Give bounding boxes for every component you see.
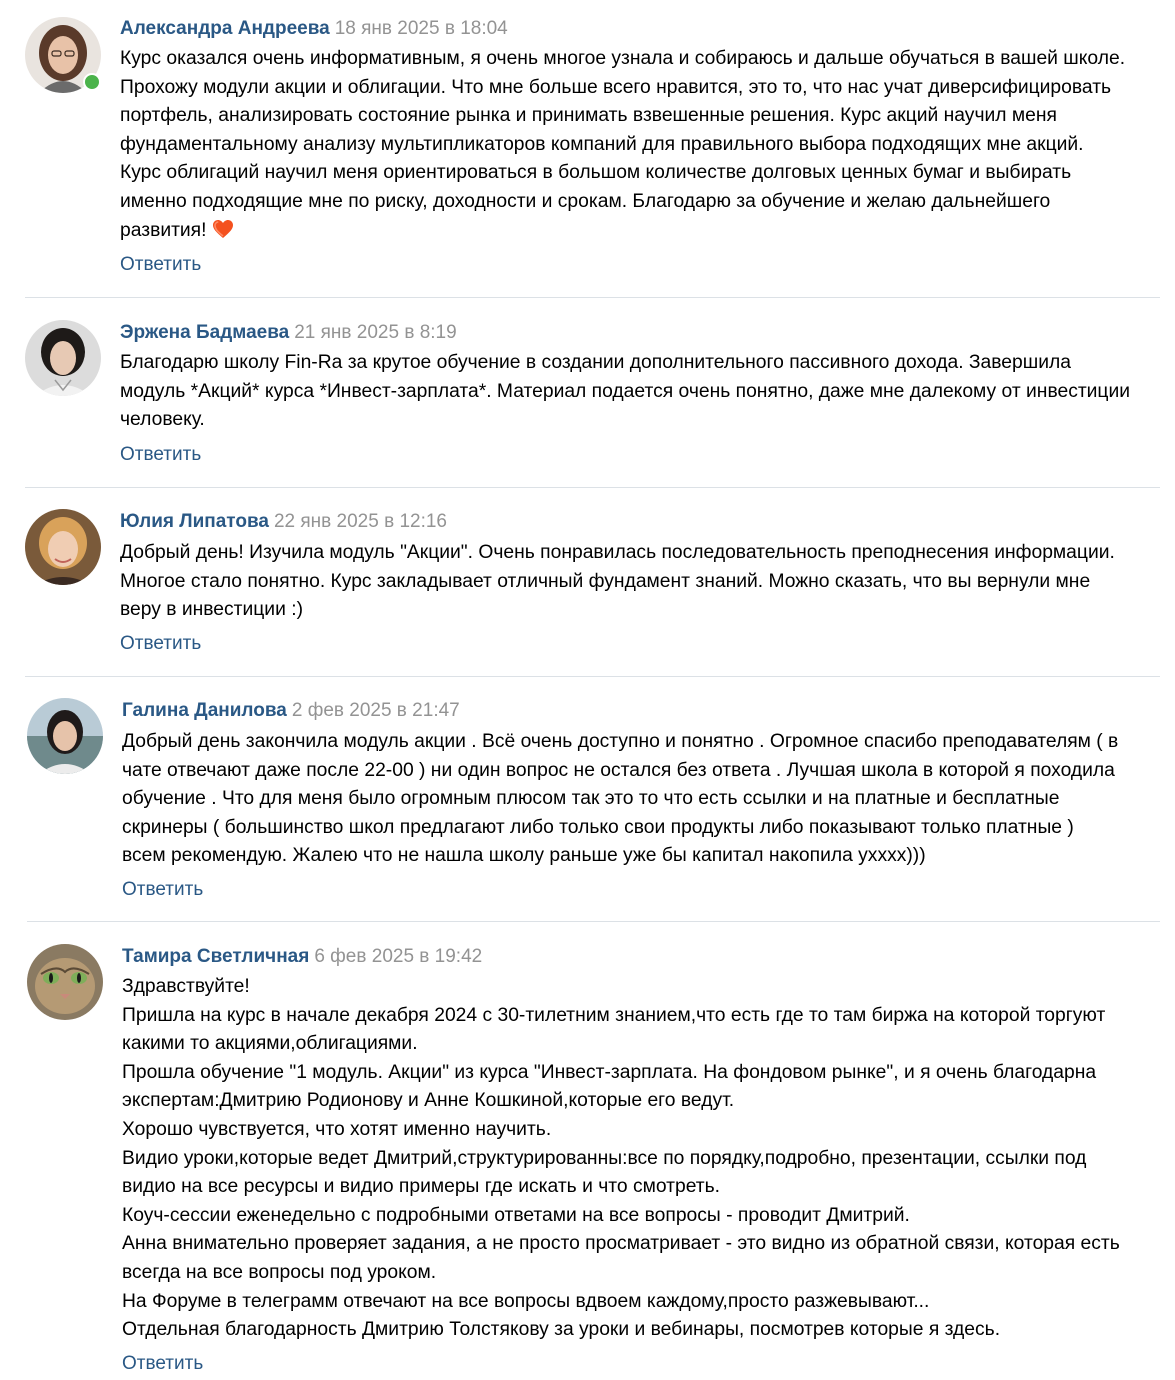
reply-button[interactable]: Ответить [122, 1353, 204, 1374]
avatar[interactable] [27, 698, 103, 774]
comment-line: Курс оказался очень информативным, я очень многое узнала и собираюсь и дальше обучаться в вашей школе. [120, 48, 1126, 69]
author-name[interactable]: Александра Андреева [120, 18, 330, 39]
comment-line: веру в инвестиции :) [120, 599, 303, 621]
online-status-icon [83, 73, 101, 91]
comment-line: Анна внимательно проверяет задания, а не просто просматривает - это видно из обратной связи, которая есть [122, 1233, 1120, 1255]
comment-line: Отдельная благодарность Дмитрию Толстякову за уроки и вебинары, посмотрев которые я здесь. [122, 1319, 1001, 1341]
author-name[interactable]: Юлия Липатова [120, 511, 269, 532]
comment-line-text: развития! [120, 219, 207, 241]
divider [25, 297, 1160, 298]
reply-button[interactable]: Ответить [120, 633, 202, 654]
comment-line: Прохожу модули акции и облигации. Что мне больше всего нравится, это то, что нас учат диверсифицировать [120, 76, 1112, 98]
reply-button[interactable]: Ответить [122, 879, 204, 900]
divider [25, 676, 1160, 677]
comment-header [122, 945, 482, 969]
comment-text [120, 45, 1125, 248]
comment-header [120, 17, 508, 41]
comment-header [120, 510, 447, 534]
divider [25, 487, 1160, 488]
author-name[interactable]: Тамира Светличная [122, 946, 310, 967]
avatar[interactable] [27, 944, 103, 1020]
comment-line: Добрый день! Изучила модуль "Акции". Очень понравилась последовательность преподнесения информации. [120, 542, 1115, 563]
comment-line: чате отвечают даже после 22-00 ) ни один вопрос не остался без ответа . Лучшая школа в которой я походила [122, 759, 1115, 781]
comment-text [120, 349, 1130, 435]
comment-line: видио на все ресурсы и видио примеры где искать и что смотреть. [122, 1176, 721, 1198]
comment-line: На Форуме в телеграмм отвечают на все вопросы вдвоем каждому,просто разжевывают... [122, 1290, 930, 1312]
comment-line: Курс облигаций научил меня ориентироваться в большом количестве долговых ценных бумаг и выбирать [120, 162, 1072, 184]
comment-line: всем рекомендую. Жалею что не нашла школу раньше уже бы капитал накопила уxxxx))) [122, 845, 926, 867]
reply-button[interactable]: Ответить [120, 444, 202, 465]
comment-text [122, 728, 1118, 871]
comment-line: именно подходящие мне по риску, доходности и срокам. Благодарю за обучение и желаю дальнейшего [120, 190, 1051, 212]
comment-date[interactable]: 18 янв 2025 в 18:04 [334, 18, 508, 39]
reply-button[interactable]: Ответить [120, 254, 202, 275]
comment-line: Видио уроки,которые ведет Дмитрий,структурированны:все по порядку,подробно, презентации, ссылки под [122, 1147, 1087, 1169]
comment-line: Благодарю школу Fin-Ra за крутое обучение в создании дополнительного пассивного дохода. Завершила [120, 352, 1071, 373]
heart-icon [212, 219, 234, 249]
comment-date[interactable]: 22 янв 2025 в 12:16 [273, 511, 447, 532]
comment-text [120, 539, 1115, 625]
comment-date[interactable]: 21 янв 2025 в 8:19 [294, 322, 457, 343]
comment-date[interactable]: 6 фев 2025 в 19:42 [314, 946, 483, 967]
comment-line: Многое стало понятно. Курс закладывает отличный фундамент знаний. Можно сказать, что вы вернули мне [120, 570, 1091, 592]
comment-text [122, 973, 1120, 1345]
comment-line: Пришла на курс в начале декабря 2024 с 30-тилетним знанием,что есть где то там биржа на которой торгуют [122, 1004, 1106, 1026]
avatar[interactable] [25, 509, 101, 585]
comment-line: Хорошо чувствуется, что хотят именно научить. [122, 1118, 552, 1140]
comment-date[interactable]: 2 фев 2025 в 21:47 [291, 700, 460, 721]
comment-line: обучение . Что для меня было огромным плюсом так это то что есть ссылки и на платные и бесплатные [122, 788, 1060, 810]
comment-line: портфель, анализировать состояние рынка и принимать взвешенные решения. Курс акций научил меня [120, 105, 1057, 127]
comment-line [120, 217, 234, 249]
comment-line: экспертам:Дмитрию Родионову и Анне Кошкиной,которые его ведут. [122, 1090, 735, 1112]
avatar[interactable] [25, 320, 101, 396]
comment-line: Здравствуйте! [122, 976, 250, 997]
comment-header [120, 321, 457, 345]
divider [27, 921, 1160, 922]
comment-line: всегда на все вопросы под уроком. [122, 1261, 437, 1283]
comment-line: Прошла обучение "1 модуль. Акции" из курса "Инвест-зарплата. На фондовом рынке", и я очень благодарна [122, 1061, 1097, 1083]
comment-line: человеку. [120, 409, 205, 431]
author-name[interactable]: Галина Данилова [122, 700, 287, 721]
comment-line: Коуч-сессии еженедельно с подробными ответами на все вопросы - проводит Дмитрий. [122, 1204, 910, 1226]
comment-line: модуль *Акций* курса *Инвест-зарплата*. Материал подается очень понятно, даже мне далекому от инвестиции [120, 380, 1131, 402]
comment-line: какими то акциями,облигациями. [122, 1033, 418, 1055]
comment-line: фундаментальному анализу мультипликаторов компаний для правильного выбора подходящих мне акций. [120, 133, 1084, 155]
comment-line: Добрый день закончила модуль акции . Всё очень доступно и понятно . Огромное спасибо преподавателям ( в [122, 731, 1119, 752]
comment-header [122, 699, 460, 723]
author-name[interactable]: Эржена Бадмаева [120, 322, 290, 343]
comment-line: скринеры ( большинство школ предлагают либо только свои продукты либо показывают только платные ) [122, 816, 1074, 838]
